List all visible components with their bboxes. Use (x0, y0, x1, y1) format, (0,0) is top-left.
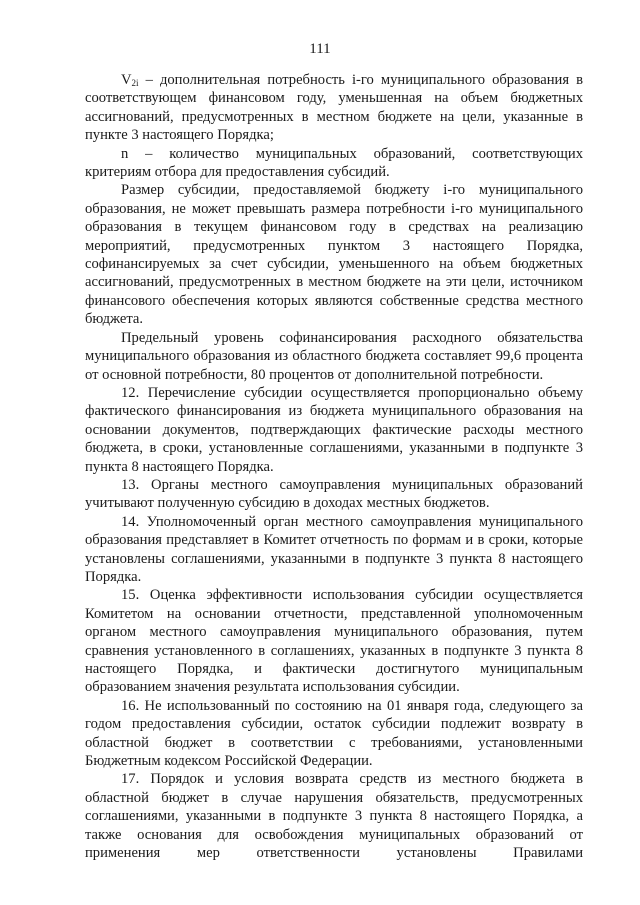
paragraph-item-12: 12. Перечисление субсидии осуществляется пропорционально объему фактического финансирования из бюджета муниципального образования на основании документов, подтверждающих фактические расходы местного бюджета, в сроки, установленные соглашениями, указанными в подпункте 3 пункта 8 настоящего Порядка. (85, 384, 583, 475)
paragraph-item-15: 15. Оценка эффективности использования субсидии осуществляется Комитетом на основании отчетности, представленной уполномоченным органом местного самоуправления муниципального образования, путем сравнения установленного в соглашениях, указанных в подпункте 3 пункта 8 настоящего Порядка, и фактически достигнутого муниципальным образованием значения результата использования субсидии. (85, 587, 583, 696)
paragraph-item-14: 14. Уполномоченный орган местного самоуправления муниципального образования представляет в Комитет отчетность по формам и в сроки, которые установлены соглашениями, указанными в подпункте 3 пункта 8 настоящего Порядка. (85, 513, 583, 585)
paragraph-n-definition: n – количество муниципальных образований, соответствующих критериям отбора для предоставления субсидий. (85, 145, 583, 181)
document-body (85, 71, 583, 862)
paragraph-item-13: 13. Органы местного самоуправления муниципальных образований учитывают полученную субсидию в доходах местных бюджетов. (85, 476, 583, 512)
paragraph-cofinancing-level: Предельный уровень софинансирования расходного обязательства муниципального образования из областного бюджета составляет 99,6 процента от основной потребности, 80 процентов от дополнительной потребности. (85, 329, 583, 383)
paragraph-item-17: 17. Порядок и условия возврата средств из местного бюджета в областной бюджет в случае нарушения обязательств, предусмотренных соглашениями, указанными в подпункте 3 пункта 8 настоящего Порядка, а также основания для освобождения муниципальных образований от применения мер ответственности установлены Правилами (85, 771, 583, 862)
paragraph-item-16: 16. Не использованный по состоянию на 01 января года, следующего за годом предоставления субсидии, остаток субсидии подлежит возврату в областной бюджет в соответствии с требованиями, установленными Бюджетным кодексом Российской Федерации. (85, 697, 583, 770)
paragraph-v2i-definition: $V_{2i}$ – дополнительная потребность i-го муниципального образования в соответствующем финансовом году, уменьшенная на объем бюджетных ассигнований, предусмотренных в местном бюджете на цели, указанные в пункте 3 настоящего Порядка; (85, 72, 583, 144)
page-number: 111 (309, 41, 331, 57)
v2i-symbol: $V_{2i}$ (121, 72, 139, 88)
paragraph-subsidy-size: Размер субсидии, предоставляемой бюджету i-го муниципального образования, не может превышать размера потребности i-го муниципального образования в текущем финансовом году в средствах на реализацию мероприятий, предусмотренных пунктом 3 настоящего Порядка, софинансируемых за счет субсидии, уменьшенного на объем бюджетных ассигнований, предусмотренных в местном бюджете на эти цели, источником финансового обеспечения которых являются собственные средства местного бюджета. (85, 182, 583, 328)
